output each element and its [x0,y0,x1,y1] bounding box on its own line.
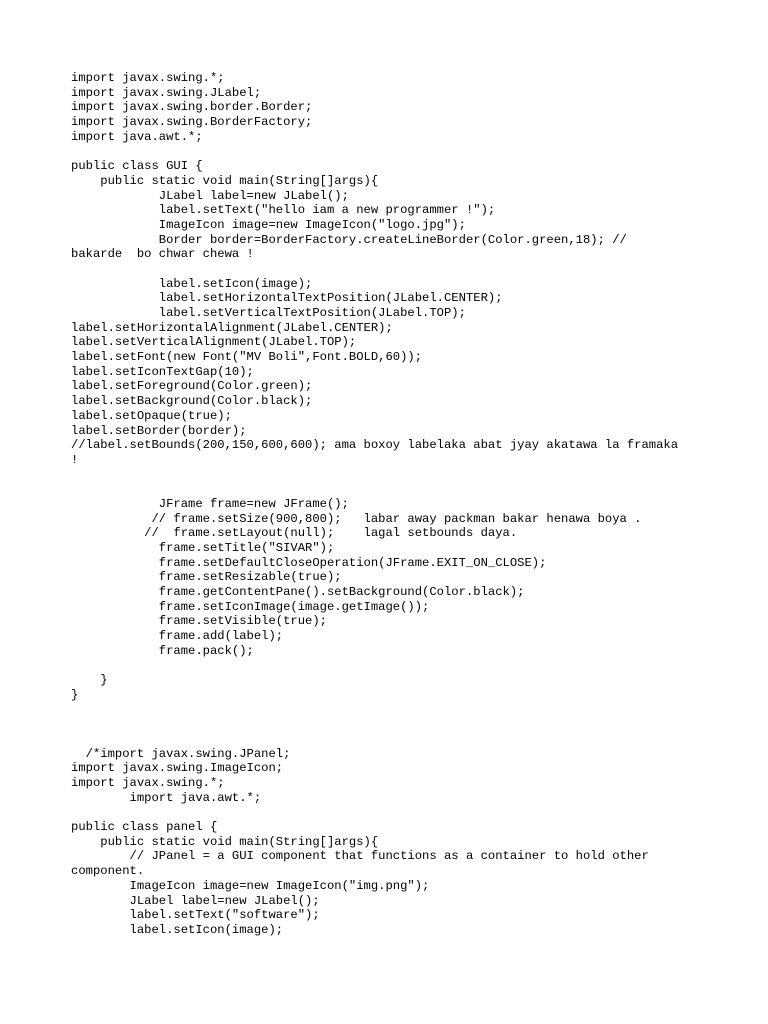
code-line: import javax.swing.border.Border; [71,100,313,115]
code-line [71,468,678,483]
code-line [71,144,678,159]
code-line: import javax.swing.*; [71,776,225,790]
code-line [71,262,678,277]
code-line: ImageIcon image=new ImageIcon("logo.jpg"); [71,217,466,232]
code-line: ImageIcon image=new ImageIcon("img.png"); [71,878,430,893]
code-line: bakarde bo chwar chewa ! [71,247,254,262]
code-line: label.setVerticalTextPosition(JLabel.TOP); [71,306,466,320]
code-line: public class panel { [71,820,218,835]
code-line: /*import javax.swing.JPanel; [71,746,291,761]
code-line: label.setHorizontalTextPosition(JLabel.CENTER); [71,291,503,306]
code-line: frame.setVisible(true); [71,614,327,629]
code-line: label.setFont(new Font("MV Boli",Font.BOLD,60)); [71,350,423,365]
code-line: frame.setTitle("SIVAR"); [71,541,335,555]
code-line: label.setIcon(image); [71,276,313,291]
code-line: label.setVerticalAlignment(JLabel.TOP); [71,335,357,350]
code-line [71,482,678,497]
code-line: import java.awt.*; [71,129,203,144]
code-line: label.setIconTextGap(10); [71,364,254,379]
code-line: //label.setBounds(200,150,600,600); ama boxoy labelaka abat jyay akatawa la framaka [71,438,679,453]
code-line: JLabel label=new JLabel(); [71,188,349,203]
code-line [71,805,678,820]
code-line: import javax.swing.JLabel; [71,85,262,100]
code-line: label.setOpaque(true); [71,408,232,423]
code-line: JLabel label=new JLabel(); [71,893,320,908]
code-line: import javax.swing.*; [71,71,225,85]
code-line: } [71,687,79,702]
code-line: JFrame frame=new JFrame(); [71,496,349,511]
code-line: component. [71,864,145,879]
code-line: import javax.swing.ImageIcon; [71,761,284,776]
code-line: frame.setResizable(true); [71,570,342,585]
code-line: public class GUI { [71,159,203,174]
code-line: label.setText("hello iam a new programmer !"); [71,203,496,218]
code-line: import javax.swing.BorderFactory; [71,115,313,130]
code-line: public static void main(String[]args){ [71,834,379,849]
code-line: frame.setDefaultCloseOperation(JFrame.EXIT_ON_CLOSE); [71,555,547,570]
code-line: frame.pack(); [71,643,254,658]
code-line: label.setBackground(Color.black); [71,394,313,409]
code-line: } [71,673,108,688]
code-line: label.setText("software"); [71,908,320,923]
code-line: // frame.setLayout(null); lagal setbounds daya. [71,526,518,541]
code-line [71,732,678,747]
code-line: label.setBorder(border); [71,423,247,438]
code-line: label.setForeground(Color.green); [71,379,313,394]
code-line: frame.getContentPane().setBackground(Color.black); [71,585,525,600]
code-line: frame.setIconImage(image.getImage()); [71,599,430,614]
code-line [71,659,678,674]
code-listing [71,71,678,938]
code-line: import java.awt.*; [71,790,262,805]
code-line [71,717,678,732]
code-line: // frame.setSize(900,800); labar away packman bakar henawa boya . [71,511,642,526]
code-line: label.setHorizontalAlignment(JLabel.CENTER); [71,320,393,335]
code-line: label.setIcon(image); [71,922,284,937]
code-line: ! [71,452,79,467]
code-line: Border border=BorderFactory.createLineBorder(Color.green,18); // [71,232,627,247]
code-line: frame.add(label); [71,629,284,644]
code-line: public static void main(String[]args){ [71,173,379,188]
code-line [71,703,678,718]
code-line: // JPanel = a GUI component that functions as a container to hold other [71,849,649,864]
